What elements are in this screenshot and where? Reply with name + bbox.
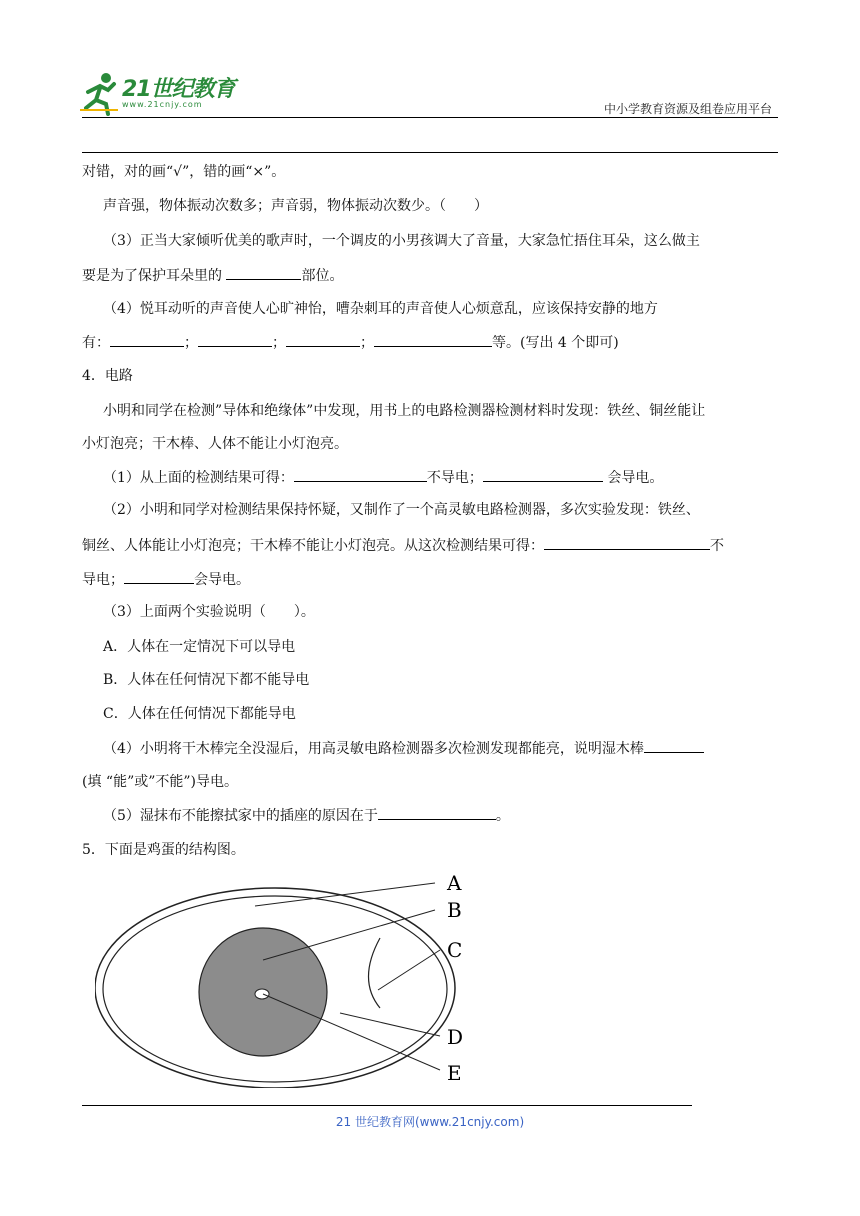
footer-rule [82, 1105, 692, 1106]
text-line [103, 467, 663, 488]
label-e: E [447, 1061, 462, 1085]
text-span: 会导电。 [602, 470, 664, 486]
answer-blank[interactable] [483, 467, 603, 482]
answer-blank[interactable] [644, 738, 704, 753]
header-rule [82, 117, 778, 118]
egg-structure-diagram [95, 868, 485, 1088]
text-line [103, 738, 704, 759]
logo-url: www.21cnjy.com [122, 100, 203, 109]
answer-blank[interactable] [226, 265, 301, 280]
text-line [82, 535, 724, 556]
answer-blank[interactable] [110, 332, 184, 347]
answer-blank[interactable] [198, 332, 272, 347]
text-span: 不 [710, 538, 724, 554]
answer-blank[interactable] [286, 332, 360, 347]
question-title: 5．下面是鸡蛋的结构图。 [82, 842, 245, 858]
separator: ； [360, 335, 374, 351]
text-span: （4）小明将干木棒完全没湿后，用高灵敏电路检测器多次检测发现都能亮，说明湿木棒 [103, 741, 644, 757]
text-line: (填 “能”或”不能”)导电。 [82, 774, 239, 790]
answer-blank[interactable] [378, 805, 496, 820]
label-c: C [447, 938, 463, 962]
separator: ； [184, 335, 198, 351]
text-line [82, 265, 343, 286]
answer-blank[interactable] [124, 569, 194, 584]
text-span: 不导电； [426, 470, 483, 486]
text-line: （2）小明和同学对检测结果保持怀疑，又制作了一个高灵敏电路检测器，多次实验发现：铁丝、 [103, 502, 700, 518]
text-span: 铜丝、人体能让小灯泡亮；干木棒不能让小灯泡亮。从这次检测结果可得： [82, 538, 544, 554]
label-d: D [447, 1025, 464, 1049]
text-line: 声音强，物体振动次数多；声音弱，物体振动次数少。（ ） [103, 198, 488, 214]
platform-name: 中小学教育资源及组卷应用平台 [603, 102, 772, 116]
text-span: 会导电。 [194, 572, 250, 588]
answer-blank[interactable] [294, 467, 427, 482]
answer-blank[interactable] [374, 332, 492, 347]
text-line: 小灯泡亮；干木棒、人体不能让小灯泡亮。 [82, 436, 348, 452]
footer-link[interactable]: 21 世纪教育网(www.21cnjy.com) [335, 1115, 525, 1129]
runner-icon [78, 70, 122, 116]
text-span: 要是为了保护耳朵里的 [82, 268, 227, 284]
option-b: B．人体在任何情况下都不能导电 [103, 672, 310, 688]
text-span: （1）从上面的检测结果可得： [103, 470, 294, 486]
logo-text: 21世纪教育 [122, 77, 235, 102]
separator: ； [272, 335, 286, 351]
text-line [82, 332, 619, 353]
text-line: 小明和同学在检测”导体和绝缘体”中发现，用书上的电路检测器检测材料时发现：铁丝、铜丝能让 [103, 403, 706, 419]
germinal-disc [255, 989, 269, 999]
question-title: 4．电路 [82, 368, 133, 384]
text-line: （3）上面两个实验说明（ ）。 [103, 604, 315, 620]
option-a: A．人体在一定情况下可以导电 [103, 639, 296, 655]
text-span: （5）湿抹布不能擦拭家中的插座的原因在于 [103, 808, 378, 824]
text-line: （3）正当大家倾听优美的歌声时，一个调皮的小男孩调大了音量，大家急忙捂住耳朵，这么做主 [103, 233, 700, 249]
text-line: （4）悦耳动听的声音使人心旷神怡，嘈杂刺耳的声音使人心烦意乱，应该保持安静的地方 [103, 301, 658, 317]
content-top-rule [82, 152, 778, 153]
text-span: 等。(写出 4 个即可) [492, 335, 619, 351]
text-line [82, 569, 250, 590]
text-line: 对错，对的画“√”，错的画“×”。 [82, 164, 286, 180]
text-span: 导电； [82, 572, 124, 588]
site-logo [78, 70, 248, 120]
text-line [103, 805, 510, 826]
answer-blank[interactable] [544, 535, 710, 550]
text-span: 部位。 [301, 268, 344, 284]
label-a: A [447, 871, 462, 895]
text-span: 。 [495, 808, 510, 824]
label-b: B [447, 898, 462, 922]
option-c: C．人体在任何情况下都能导电 [103, 706, 296, 722]
text-span: 有： [82, 335, 110, 351]
